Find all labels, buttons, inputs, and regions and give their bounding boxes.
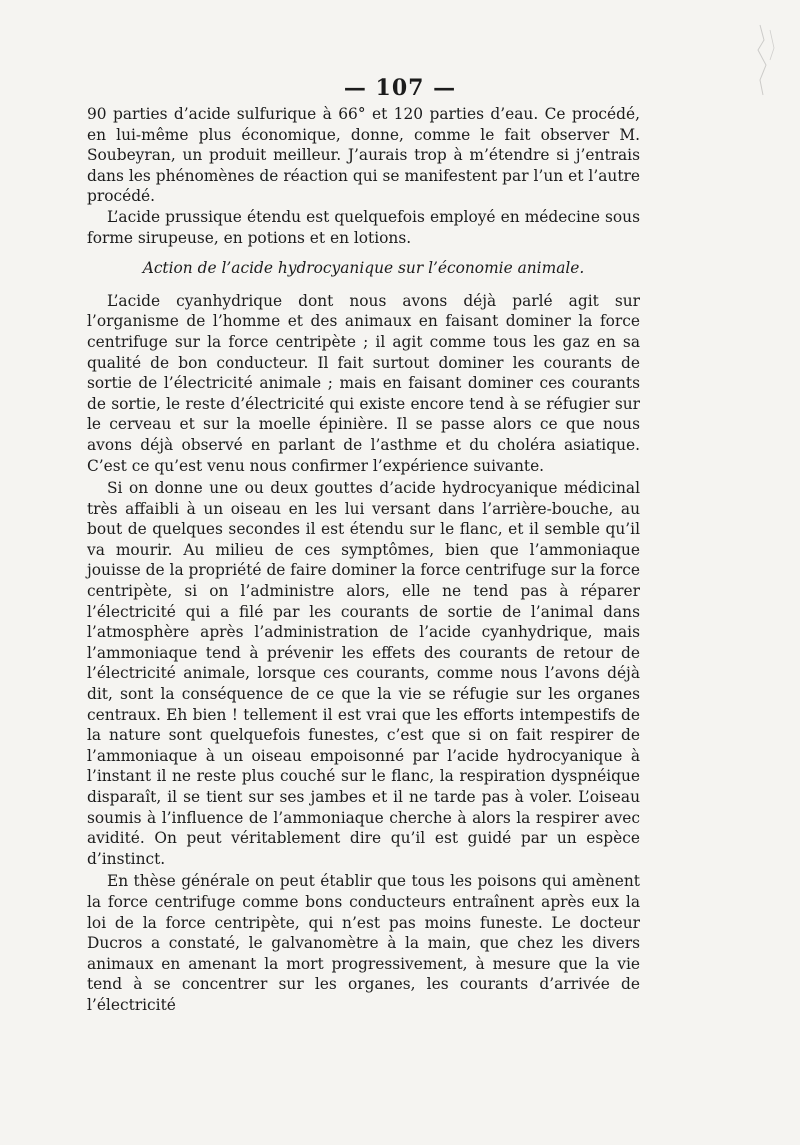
page-number: — 107 — <box>343 75 457 101</box>
paper-stain-mark <box>730 20 790 100</box>
paragraph-3: L’acide cyanhydrique dont nous avons déjà parlé agit sur l’organisme de l’homme et des animaux en faisant dominer la force centrifuge sur la force centripète ; il agit comme tous les gaz en sa qualité de bon conducteur. Il fait surtout dominer les courants de sortie de l’électricité animale ; mais en faisant dominer ces courants de sortie, le reste d’électricité qui existe encore tend à se réfugier sur le cerveau et sur la moelle épinière. Il se passe alors ce que nous avons déjà observé en parlant de l’asthme et du choléra asiatique. C’est ce qu’est venu nous confirmer l’expérience suivante. <box>87 291 640 475</box>
section-heading: Action de l’acide hydrocyanique sur l’économie animale. <box>142 259 585 278</box>
page-body <box>87 104 640 1016</box>
paragraph-2: L’acide prussique étendu est quelquefois employé en médecine sous forme sirupeuse, en potions et en lotions. <box>87 207 640 247</box>
paragraph-1: 90 parties d’acide sulfurique à 66° et 120 parties d’eau. Ce procédé, en lui-même plus économique, donne, comme le fait observer M. Soubeyran, un produit meilleur. J’aurais trop à m’étendre si j’entrais dans les phénomènes de réaction qui se manifestent par l’un et l’autre procédé. <box>87 105 640 206</box>
paragraph-5: En thèse générale on peut établir que tous les poisons qui amènent la force centrifuge comme bons conducteurs entraînent après eux la loi de la force centripète, qui n’est pas moins funeste. Le docteur Ducros a constaté, le galvanomètre à la main, que chez les divers animaux en amenant la mort progressivement, à mesure que la vie tend à se concentrer sur les organes, les courants d’arrivée de l’électricité <box>87 872 640 1014</box>
paragraph-4: Si on donne une ou deux gouttes d’acide hydrocyanique médicinal très affaibli à un oiseau en les lui versant dans l’arrière-bouche, au bout de quelques secondes il est étendu sur le flanc, et il semble qu’il va mourir. Au milieu de ces symptômes, bien que l’ammoniaque jouisse de la propriété de faire dominer la force centrifuge sur la force centripète, si on l’administre alors, elle ne tend pas à réparer l’électricité qui a filé par les courants de sortie de l’animal dans l’atmosphère après l’administration de l’acide cyanhydrique, mais l’ammoniaque tend à prévenir les effets des courants de retour de l’électricité animale, lorsque ces courants, comme nous l’avons déjà dit, sont la conséquence de ce que la vie se réfugie sur les organes centraux. Eh bien ! tellement il est vrai que les efforts intempestifs de la nature sont quelquefois funestes, c’est que si on fait respirer de l’ammoniaque à un oiseau empoisonné par l’acide hydrocyanique à l’instant il ne reste plus couché sur le flanc, la respiration dyspnéique disparaît, il se tient sur ses jambes et il ne tarde pas à voler. L’oiseau soumis à l’influence de l’ammoniaque cherche à alors la respirer avec avidité. On peut véritablement dire qu’il est guidé par un espèce d’instinct. <box>87 479 640 868</box>
